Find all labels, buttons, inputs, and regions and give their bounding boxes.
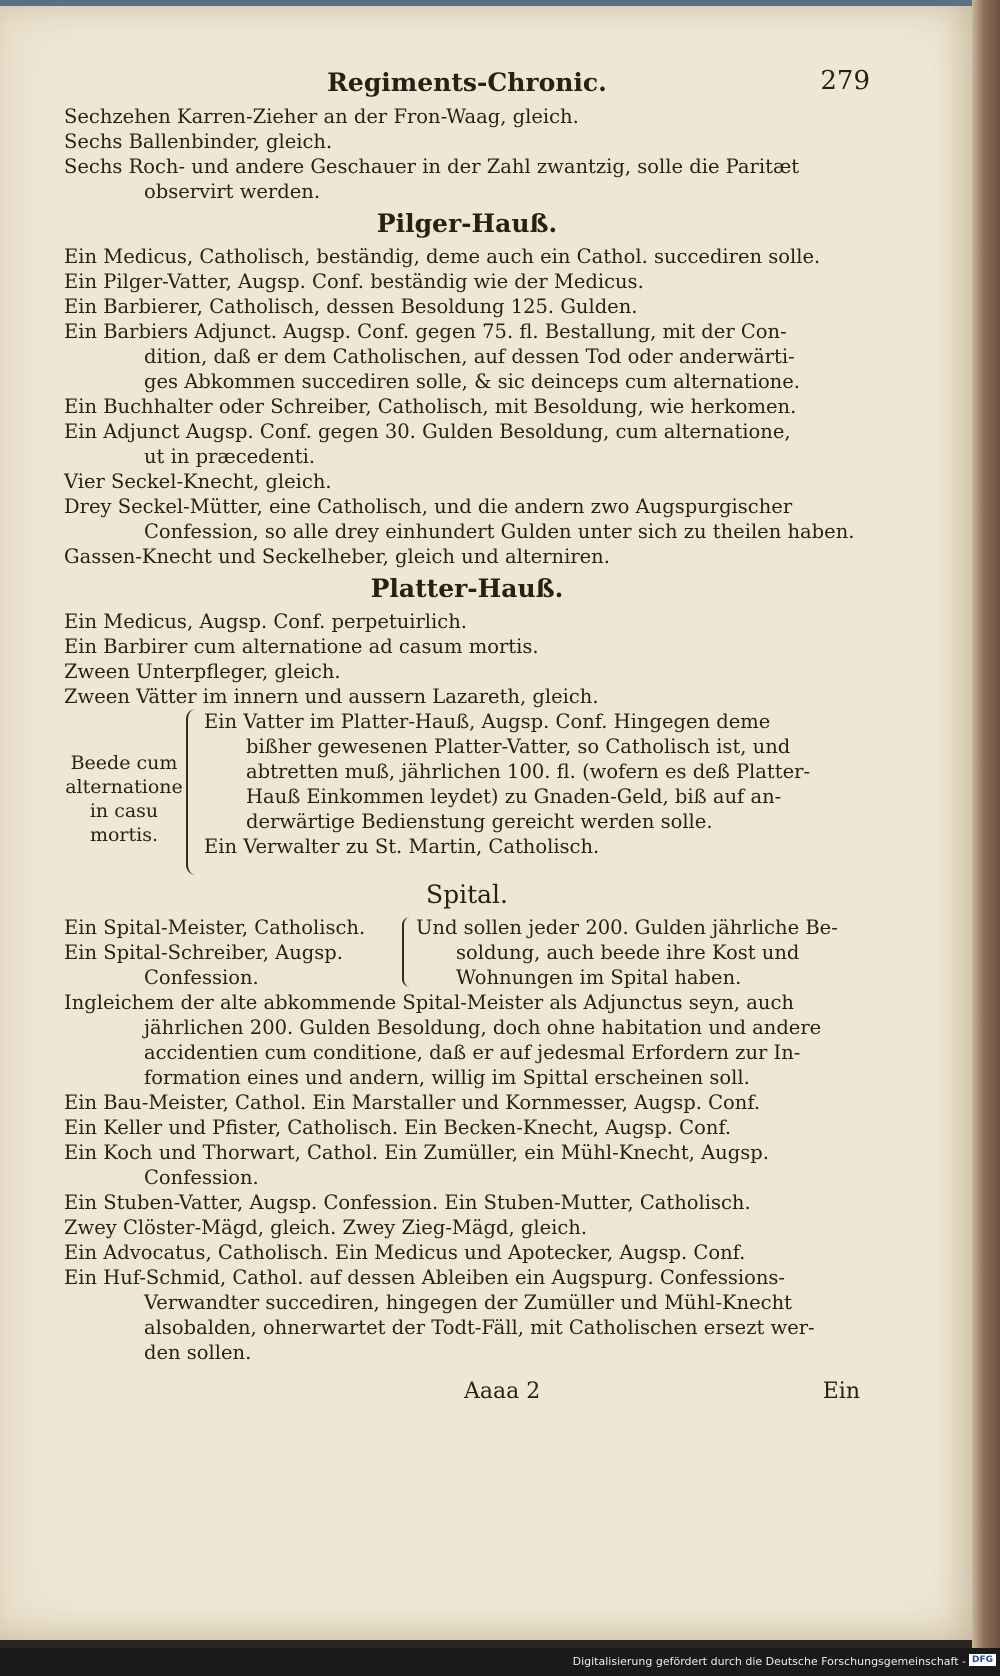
text-line: Ein Huf-Schmid, Cathol. auf dessen Ableiben ein Augspurg. Confessions- (64, 1266, 785, 1289)
curly-brace (402, 917, 412, 987)
text-line: Ein Bau-Meister, Cathol. Ein Marstaller und Kornmesser, Augsp. Conf. (64, 1091, 761, 1114)
text-line: accidentien cum conditione, daß er auf jedesmal Erfordern zur In- (144, 1041, 801, 1064)
text-line: dition, daß er dem Catholischen, auf dessen Tod oder anderwärti- (144, 345, 795, 368)
text-line: Wohnungen im Spital haben. (456, 966, 742, 989)
text-line: Ein Barbiers Adjunct. Augsp. Conf. gegen 75. fl. Bestallung, mit der Con- (64, 320, 787, 343)
text-line: alsobalden, ohnerwartet der Todt-Fäll, mit Catholischen ersezt wer- (144, 1316, 815, 1339)
text-line: Confession, so alle drey einhundert Gulden unter sich zu theilen haben. (144, 520, 855, 543)
text-line: Ein Vatter im Platter-Hauß, Augsp. Conf. Hingegen deme (204, 710, 771, 733)
binding-strip (0, 0, 980, 6)
brace-content (204, 709, 884, 859)
text-line: Zween Unterpfleger, gleich. (64, 660, 341, 683)
running-title: Regiments-Chronic. (327, 68, 607, 97)
text-line: ges Abkommen succediren solle, & sic deinceps cum alternatione. (144, 370, 800, 393)
page-foot (64, 1379, 870, 1419)
section-heading-platter: Platter-Hauß. (370, 574, 564, 603)
brace-group-platter (64, 709, 870, 875)
text-line: Sechs Ballenbinder, gleich. (64, 130, 333, 153)
spital-right-column (416, 915, 876, 990)
text-line: Ein Barbierer, Catholisch, dessen Besoldung 125. Gulden. (64, 295, 638, 318)
text-line: Ein Keller und Pfister, Catholisch. Ein Becken-Knecht, Augsp. Conf. (64, 1116, 732, 1139)
page-header (64, 66, 870, 100)
text-line: Confession. (144, 966, 259, 989)
text-line: Ein Advocatus, Catholisch. Ein Medicus und Apotecker, Augsp. Conf. (64, 1241, 746, 1264)
text-line: Ein Spital-Meister, Catholisch. (64, 916, 366, 939)
text-line: Und sollen jeder 200. Gulden jährliche Be- (416, 916, 838, 939)
spital-left-column (64, 915, 394, 990)
text-line: den sollen. (144, 1341, 252, 1364)
text-line: Sechzehen Karren-Zieher an der Fron-Waag, gleich. (64, 105, 579, 128)
text-line: Vier Seckel-Knecht, gleich. (64, 470, 332, 493)
signature-mark: Aaaa 2 (464, 1379, 541, 1404)
text-line: observirt werden. (144, 180, 321, 203)
section-heading-pilger: Pilger-Hauß. (376, 209, 558, 238)
text-line: Verwandter succediren, hingegen der Zumüller und Mühl-Knecht (144, 1291, 792, 1314)
text-line: Hauß Einkommen leydet) zu Gnaden-Geld, biß auf an- (246, 785, 782, 808)
brace-label-line: Beede cum (70, 752, 178, 774)
text-line: soldung, auch beede ihre Kost und (456, 941, 800, 964)
text-line: Ein Stuben-Vatter, Augsp. Confession. Ein Stuben-Mutter, Catholisch. (64, 1191, 751, 1214)
page-edge (972, 0, 1000, 1648)
brace-label-line: alternatione (65, 776, 183, 798)
text-line: Ein Pilger-Vatter, Augsp. Conf. beständig wie der Medicus. (64, 270, 644, 293)
catchword: Ein (822, 1379, 860, 1404)
text-line: abtretten muß, jährlichen 100. fl. (wofern es deß Platter- (246, 760, 811, 783)
curly-brace (186, 709, 198, 875)
text-line: Ein Buchhalter oder Schreiber, Catholisch, mit Besoldung, wie herkomen. (64, 395, 797, 418)
text-line: bißher gewesenen Platter-Vatter, so Catholisch ist, und (246, 735, 791, 758)
text-line: Confession. (144, 1166, 259, 1189)
text-line: formation eines und andern, willig im Spittal erscheinen soll. (144, 1066, 750, 1089)
text-line: Gassen-Knecht und Seckelheber, gleich und alterniren. (64, 545, 610, 568)
page-number: 279 (820, 66, 870, 96)
brace-label-line: in casu (89, 800, 159, 822)
page-body (64, 104, 870, 1419)
text-line: Drey Seckel-Mütter, eine Catholisch, und die andern zwo Augspurgischer (64, 495, 793, 518)
brace-label (64, 751, 184, 847)
text-line: ut in præcedenti. (144, 445, 316, 468)
text-line: Ein Medicus, Augsp. Conf. perpetuirlich. (64, 610, 467, 633)
dfg-logo: DFG (969, 1654, 996, 1666)
section-heading-spital: Spital. (425, 880, 509, 909)
text-line: Ein Medicus, Catholisch, beständig, deme auch ein Cathol. succediren solle. (64, 245, 821, 268)
text-line: derwärtige Bedienstung gereicht werden solle. (246, 810, 713, 833)
credit-text: Digitalisierung gefördert durch die Deutsche Forschungsgemeinschaft - (572, 1655, 966, 1668)
text-line: jährlichen 200. Gulden Besoldung, doch ohne habitation und andere (144, 1016, 822, 1039)
brace-group-spital (64, 915, 870, 990)
text-line: Ein Koch und Thorwart, Cathol. Ein Zumüller, ein Mühl-Knecht, Augsp. (64, 1141, 769, 1164)
text-line: Ein Verwalter zu St. Martin, Catholisch. (204, 835, 600, 858)
text-line: Sechs Roch- und andere Geschauer in der Zahl zwantzig, solle die Paritæt (64, 155, 800, 178)
text-line: Zween Vätter im innern und aussern Lazareth, gleich. (64, 685, 599, 708)
text-line: Ein Barbirer cum alternatione ad casum mortis. (64, 635, 539, 658)
text-line: Zwey Clöster-Mägd, gleich. Zwey Zieg-Mägd, gleich. (64, 1216, 588, 1239)
text-line: Ein Spital-Schreiber, Augsp. (64, 941, 343, 964)
text-line: Ingleichem der alte abkommende Spital-Meister als Adjunctus seyn, auch (64, 991, 794, 1014)
digitization-footer (0, 1648, 1000, 1676)
brace-label-line: mortis. (89, 824, 159, 846)
text-line: Ein Adjunct Augsp. Conf. gegen 30. Gulden Besoldung, cum alternatione, (64, 420, 791, 443)
